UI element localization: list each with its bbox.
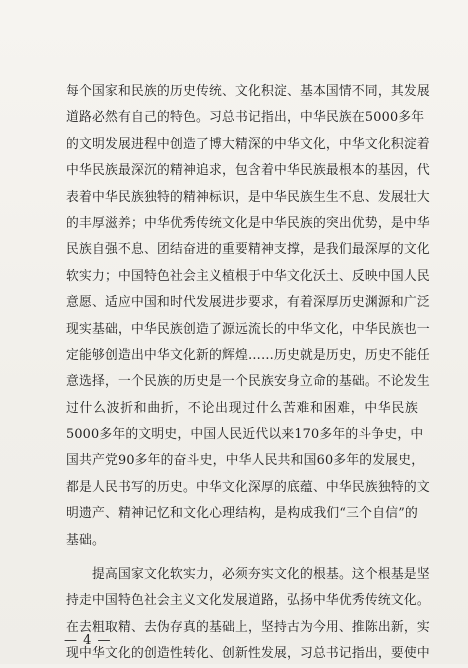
- paragraph-1-line-18: 基础。: [66, 532, 105, 548]
- paragraph-1-line-7: 民族自强不息、团结奋进的重要精神支撑，是我们最深厚的文化: [66, 242, 430, 258]
- paragraph-2-line-1: 提高国家文化软实力，必须夯实文化的根基。这个根基是坚: [92, 567, 430, 583]
- paragraph-1-line-4: 中华民族最深沉的精神追求，包含着中华民族最根本的基因，代: [66, 163, 430, 179]
- paragraph-1-line-6: 的丰厚滋养；中华优秀传统文化是中华民族的突出优势，是中华: [66, 215, 430, 231]
- page-number: — 4 —: [64, 633, 112, 648]
- paragraph-1-line-5: 表着中华民族独特的精神标识，是中华民族生生不息、发展壮大: [66, 189, 430, 205]
- paragraph-1-line-1: 每个国家和民族的历史传统、文化积淀、基本国情不同，其发展: [66, 84, 430, 99]
- paragraph-1-line-2: 道路必然有自己的特色。习总书记指出，中华民族在5000多年: [66, 110, 425, 126]
- paragraph-2-line-4: 现中华文化的创造性转化、创新性发展，习总书记指出，要使中: [66, 646, 430, 662]
- paragraph-1-line-13: 过什么波折和曲折，不论出现过什么苦难和困难，中华民族: [66, 400, 418, 416]
- paragraph-1-line-3: 的文明发展进程中创造了博大精深的中华文化，中华文化积淀着: [66, 136, 430, 152]
- paragraph-1-line-17: 明遗产、精神记忆和文化心理结构，是构成我们“三个自信”的: [66, 506, 418, 522]
- paragraph-1-line-14: 5000多年的文明史，中国人民近代以来170多年的斗争史，中: [66, 427, 424, 443]
- paragraph-1-line-9: 意愿、适应中国和时代发展进步要求，有着深厚历史渊源和广泛: [66, 295, 430, 311]
- document-body: [66, 79, 430, 668]
- paragraph-1-line-15: 国共产党90多年的奋斗史，中华人民共和国60多年的发展史，: [66, 453, 425, 469]
- paragraph-1-line-11: 定能够创造出中华文化新的辉煌……历史就是历史，历史不能任: [66, 347, 430, 363]
- paragraph-1-line-16: 都是人民书写的历史。中华文化深厚的底蕴、中华民族独特的文: [66, 479, 430, 495]
- paragraph-2-line-3: 在去粗取精、去伪存真的基础上，坚持古为今用、推陈出新，实: [66, 619, 430, 635]
- paragraph-2-line-2: 持走中国特色社会主义文化发展道路，弘扬中华优秀传统文化。: [66, 593, 430, 609]
- paragraph-gap: [66, 554, 418, 562]
- paragraph-1-line-12: 意选择，一个民族的历史是一个民族安身立命的基础。不论发生: [66, 374, 430, 390]
- paragraph-1-line-8: 软实力；中国特色社会主义植根于中华文化沃土、反映中国人民: [66, 268, 430, 284]
- paragraph-1-line-10: 现实基础，中华民族创造了源远流长的中华文化，中华民族也一: [66, 321, 430, 337]
